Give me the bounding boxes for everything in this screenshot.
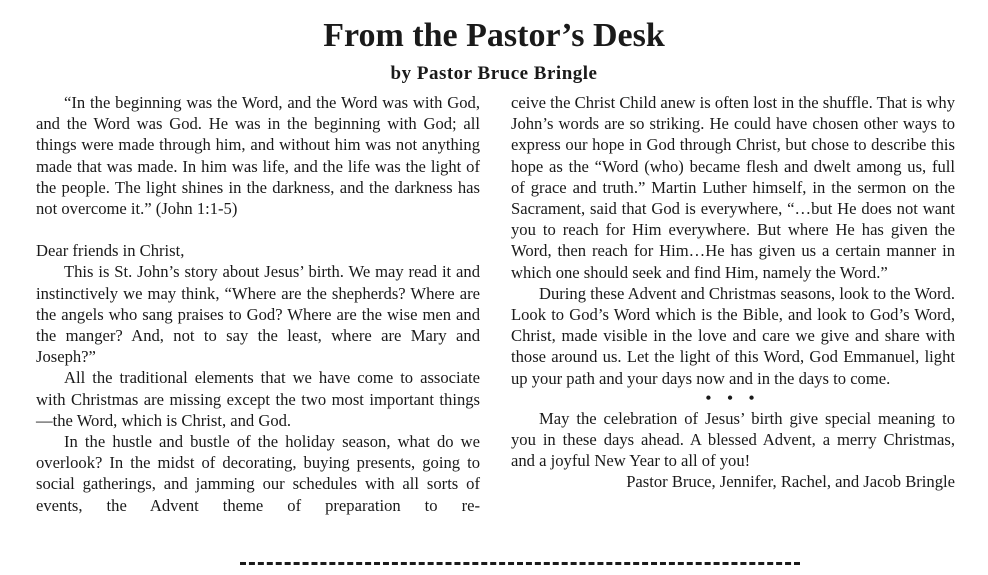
article-title: From the Pastor’s Desk — [323, 17, 665, 54]
bottom-divider — [240, 562, 800, 565]
body-paragraph: ceive the Christ Child anew is often lost in the shuffle. That is why John’s words are so striking. He could have chosen other ways to express our hope in God through Christ, but chose to describe this hope as the “Word (who) became flesh and dwelt among us, full of grace and truth.” Martin Luther himself, in the sermon on the Sacrament, said that God is everywhere, “…but He does not want you to reach for Him everywhere. But where He has given the Word, then reach for Him…He has given us a certain manner in which one should seek and find Him, namely the Word.” — [511, 93, 955, 282]
right-column — [511, 92, 955, 493]
signature: Pastor Bruce, Jennifer, Rachel, and Jacob Bringle — [626, 472, 955, 492]
body-paragraph: In the hustle and bustle of the holiday season, what do we overlook? In the midst of decorating, buying presents, going to social gatherings, and jamming our schedules with all sorts of events, the Advent theme of preparation to re- — [36, 432, 480, 515]
body-paragraph: This is St. John’s story about Jesus’ birth. We may read it and instinctively we may think, “Where are the shepherds? Where are the angels who sang praises to God? Where are the wise men and the manger? And, not to say the least, where are Mary and Joseph?” — [36, 262, 480, 367]
article-byline: by Pastor Bruce Bringle — [390, 63, 598, 84]
salutation: Dear friends in Christ, — [36, 241, 185, 261]
left-column — [36, 92, 480, 516]
body-paragraph: During these Advent and Christmas seasons, look to the Word. Look to God’s Word which is the Bible, and look to God’s Word, Christ, made visible in the love and care we give and share with those around us. Let the light of this Word, God Emmanuel, light up your path and your days now and in the days to come. — [511, 283, 955, 388]
closing-paragraph: May the celebration of Jesus’ birth give special meaning to you in these days ahead. A blessed Advent, a merry Christmas, and a joyful New Year to all of you! — [511, 408, 955, 471]
body-paragraph: All the traditional elements that we have come to associate with Christmas are missing except the two most important things—the Word, which is Christ, and God. — [36, 368, 480, 430]
section-separator: • • • — [705, 389, 761, 407]
scripture-quote: “In the beginning was the Word, and the Word was with God, and the Word was God. He was in the beginning with God; all things were made through him, and without him was not anything made that was made. In him was life, and the life was the light of the people. The light shines in the darkness, and the darkness has not overcome it.” (John 1:1-5) — [36, 93, 480, 219]
